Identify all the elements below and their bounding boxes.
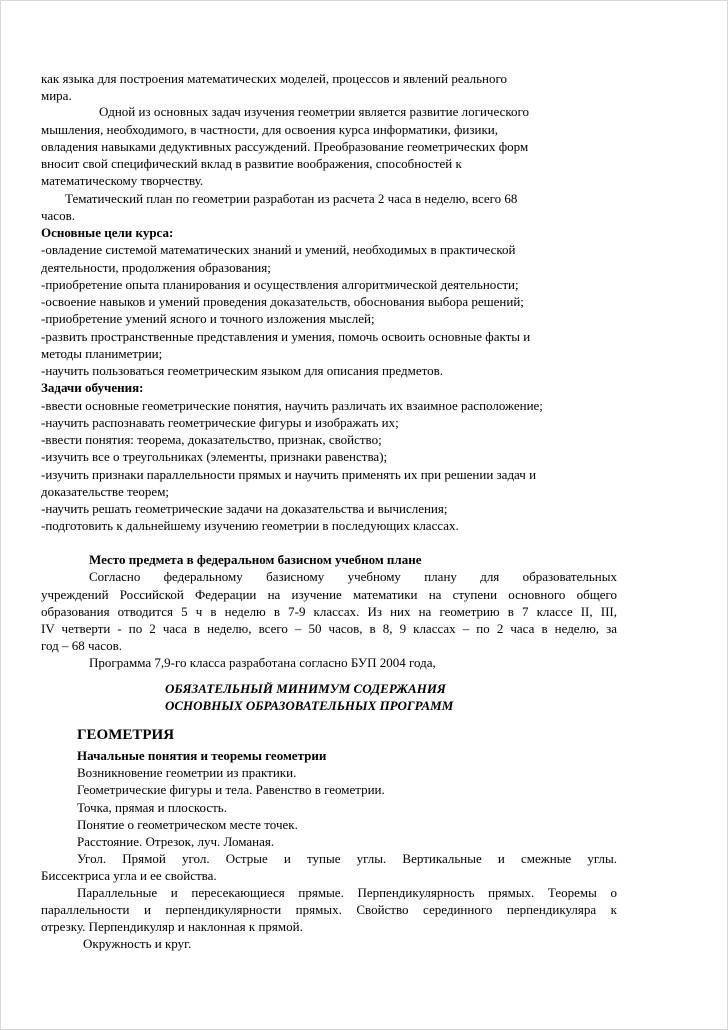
text-line: образования отводится 5 ч в неделю в 7-9 классах. Из них на геометрию в 7 классе II, III,	[41, 604, 617, 619]
place-heading: Место предмета в федеральном базисном учебном плане	[89, 552, 422, 567]
minimum-heading: ОБЯЗАТЕЛЬНЫЙ МИНИМУМ СОДЕРЖАНИЯ	[165, 681, 446, 696]
text-line: Биссектриса угла и ее свойства.	[41, 868, 217, 883]
list-item: -научить решать геометрические задачи на доказательства и вычисления;	[41, 501, 448, 516]
text-line: часов.	[41, 208, 75, 223]
text-line: Одной из основных задач изучения геометрии является развитие логического	[99, 104, 530, 119]
text-line: Тематический план по геометрии разработан из расчета 2 часа в неделю, всего 68	[65, 191, 518, 206]
text-line: параллельности и перпендикулярности прямых. Свойство серединного перпендикуляра к	[41, 902, 617, 917]
text-line: математическому творчеству.	[41, 173, 204, 188]
geometry-subtitle: Начальные понятия и теоремы геометрии	[77, 748, 327, 763]
list-item: Геометрические фигуры и тела. Равенство в геометрии.	[77, 782, 385, 797]
text-line: вносит свой специфический вклад в развитие воображения, способностей к	[41, 156, 462, 171]
list-item: Точка, прямая и плоскость.	[77, 800, 227, 815]
text-line: овладения навыками дедуктивных рассуждений. Преобразование геометрических форм	[41, 139, 529, 154]
list-item: -подготовить к дальнейшему изучению геометрии в последующих классах.	[41, 518, 459, 533]
list-item: -освоение навыков и умений проведения доказательств, обоснования выбора решений;	[41, 294, 524, 309]
list-item: -приобретение умений ясного и точного изложения мыслей;	[41, 311, 375, 326]
list-item: -овладение системой математических знаний и умений, необходимых в практической	[41, 242, 516, 257]
text-line: отрезку. Перпендикуляр и наклонная к прямой.	[41, 919, 303, 934]
list-item: -приобретение опыта планирования и осуществления алгоритмической деятельности;	[41, 277, 519, 292]
list-item: Расстояние. Отрезок, луч. Ломаная.	[77, 834, 275, 849]
list-item: методы планиметрии;	[41, 346, 163, 361]
text-line: учреждений Российской Федерации на изучение математики на ступени основного общего	[41, 587, 617, 602]
list-item: -научить распознавать геометрические фигуры и изображать их;	[41, 415, 399, 430]
geometry-title: ГЕОМЕТРИЯ	[77, 727, 175, 743]
text-line: IV четверти - по 2 часа в неделю, всего – 50 часов, в 8, 9 классах – по 2 часа в неделю, за	[41, 621, 617, 636]
text-line: как языка для построения математических моделей, процессов и явлений реального	[41, 71, 508, 86]
text-line: мышления, необходимого, в частности, для освоения курса информатики, физики,	[41, 122, 498, 137]
list-item: -научить пользоваться геометрическим языком для описания предметов.	[41, 363, 444, 378]
text-line: Угол. Прямой угол. Острые и тупые углы. Вертикальные и смежные углы.	[77, 851, 617, 866]
list-item: -изучить признаки параллельности прямых и научить применять их при решении задач и	[41, 467, 537, 482]
list-item: Возникновение геометрии из практики.	[77, 765, 297, 780]
text-line: Окружность и круг.	[83, 936, 192, 951]
text-line: год – 68 часов.	[41, 638, 122, 653]
list-item: Понятие о геометрическом месте точек.	[77, 817, 298, 832]
tasks-heading: Задачи обучения:	[41, 380, 144, 395]
list-item: доказательстве теорем;	[41, 484, 170, 499]
list-item: -ввести понятия: теорема, доказательство, признак, свойство;	[41, 432, 382, 447]
text-line: Параллельные и пересекающиеся прямые. Перпендикулярность прямых. Теоремы о	[77, 885, 617, 900]
goals-heading: Основные цели курса:	[41, 225, 174, 240]
text-line: Согласно федеральному базисному учебному плану для образовательных	[89, 569, 617, 584]
list-item: -ввести основные геометрические понятия, научить различать их взаимное расположение;	[41, 398, 543, 413]
list-item: -изучить все о треугольниках (элементы, признаки равенства);	[41, 449, 388, 464]
list-item: деятельности, продолжения образования;	[41, 260, 271, 275]
list-item: -развить пространственные представления и умения, помочь освоить основные факты и	[41, 329, 531, 344]
minimum-heading: ОСНОВНЫХ ОБРАЗОВАТЕЛЬНЫХ ПРОГРАММ	[165, 698, 454, 713]
program-line: Программа 7,9-го класса разработана согласно БУП 2004 года,	[89, 655, 436, 670]
text-line: мира.	[41, 88, 72, 103]
